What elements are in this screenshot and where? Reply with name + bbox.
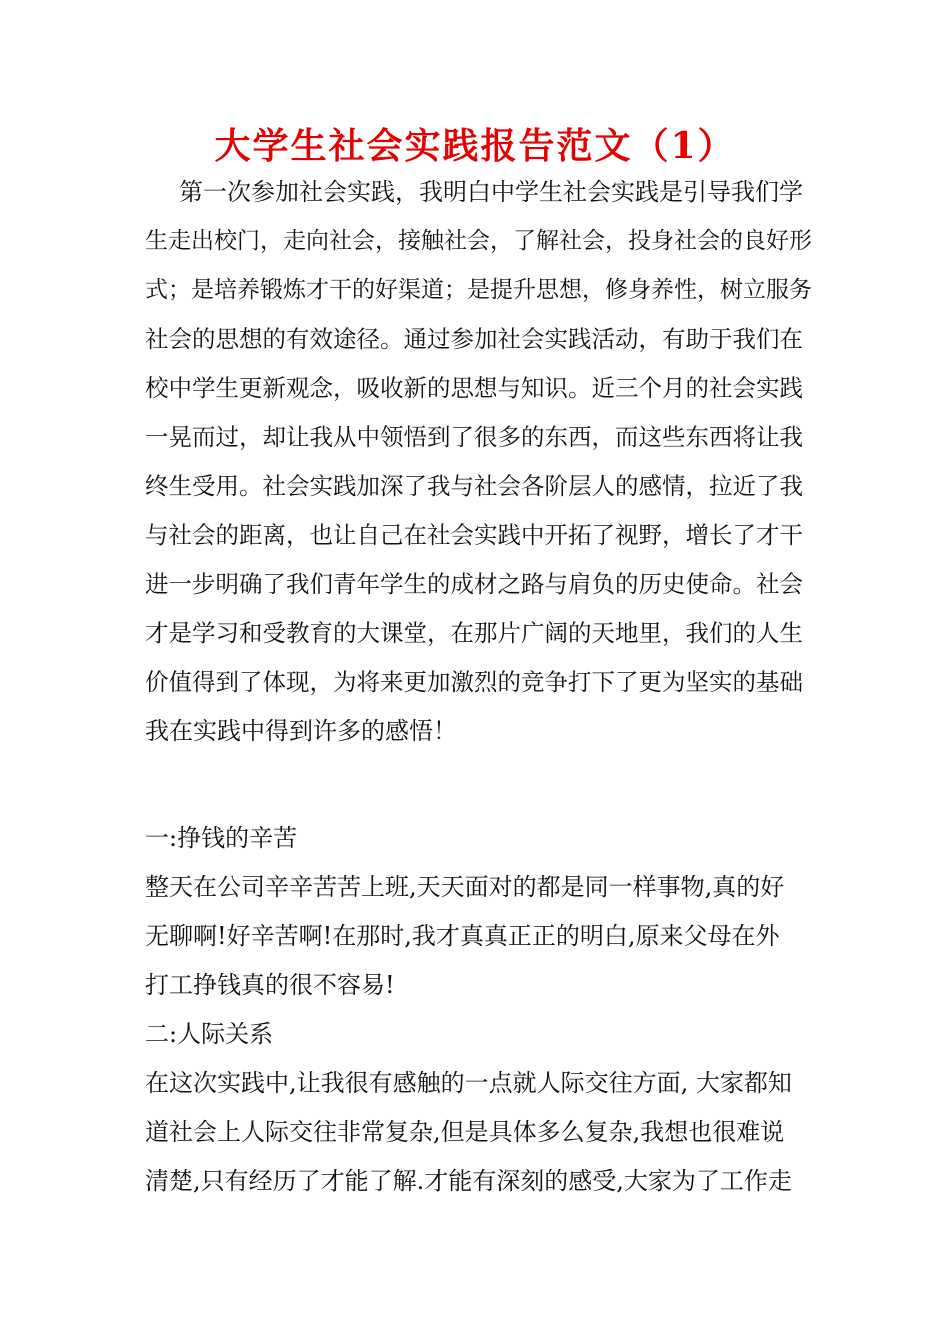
intro-line: 第一次参加社会实践，我明白中学生社会实践是引导我们学 <box>179 178 803 206</box>
intro-line: 与社会的距离，也让自己在社会实践中开拓了视野，增长了才干 <box>145 521 803 549</box>
section-heading: 二:人际关系 <box>145 1020 274 1048</box>
section-line: 打工挣钱真的很不容易! <box>145 971 395 999</box>
intro-line: 一晃而过，却让我从中领悟到了很多的东西，而这些东西将让我 <box>145 423 803 451</box>
section-heading: 一:挣钱的辛苦 <box>145 824 298 852</box>
section-line: 无聊啊!好辛苦啊!在那时,我才真真正正的明白,原来父母在外 <box>145 922 780 950</box>
section-line: 道社会上人际交往非常复杂,但是具体多么复杂,我想也很难说 <box>145 1118 785 1146</box>
intro-line: 才是学习和受教育的大课堂，在那片广阔的天地里，我们的人生 <box>145 619 803 647</box>
intro-line: 社会的思想的有效途径。通过参加社会实践活动，有助于我们在 <box>145 325 803 353</box>
document-title: 大学生社会实践报告范文（1） <box>214 125 736 167</box>
intro-line: 价值得到了体现，为将来更加激烈的竞争打下了更为坚实的基础 <box>145 668 803 696</box>
intro-line: 校中学生更新观念，吸收新的思想与知识。近三个月的社会实践 <box>145 374 803 402</box>
intro-line: 生走出校门，走向社会，接触社会，了解社会，投身社会的良好形 <box>145 228 812 254</box>
section-line: 清楚,只有经历了才能了解.才能有深刻的感受,大家为了工作走 <box>145 1167 792 1195</box>
intro-line: 终生受用。社会实践加深了我与社会各阶层人的感情，拉近了我 <box>145 472 803 500</box>
section-line: 在这次实践中,让我很有感触的一点就人际交往方面, 大家都知 <box>145 1069 792 1097</box>
section-line: 整天在公司辛辛苦苦上班,天天面对的都是同一样事物,真的好 <box>145 873 785 901</box>
intro-line: 式；是培养锻炼才干的好渠道；是提升思想，修身养性，树立服务 <box>145 277 812 303</box>
section-earning-money <box>145 814 815 1010</box>
intro-line: 进一步明确了我们青年学生的成材之路与肩负的历史使命。社会 <box>145 570 803 598</box>
intro-line: 我在实践中得到许多的感悟！ <box>145 717 457 745</box>
intro-paragraph <box>145 168 815 756</box>
section-relationships <box>145 1010 815 1206</box>
